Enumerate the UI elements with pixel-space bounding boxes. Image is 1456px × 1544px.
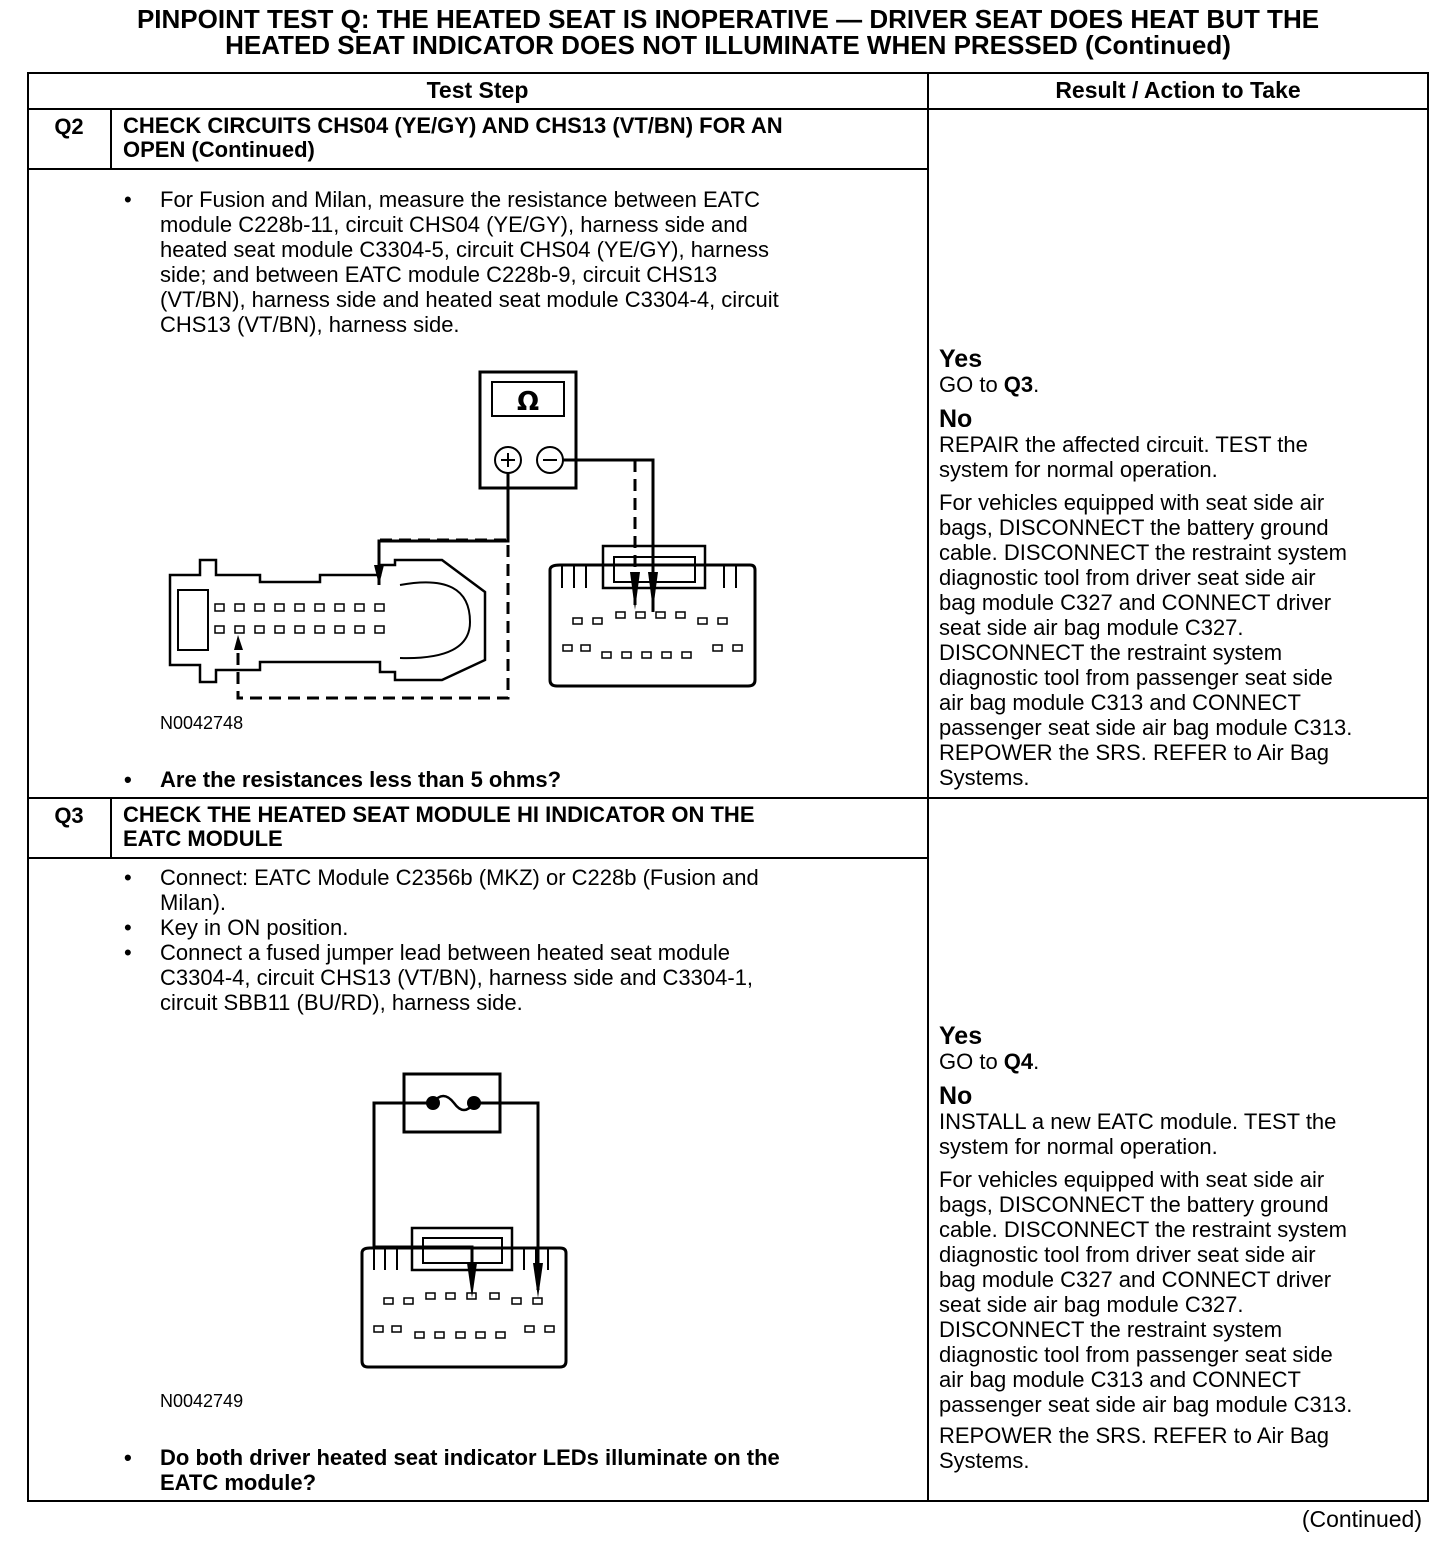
note-line: passenger seat side air bag module C313. xyxy=(939,715,1353,740)
goto-link: Q3 xyxy=(1003,372,1034,397)
step-heading-q2 xyxy=(123,114,783,162)
fused-jumper-diagram xyxy=(350,1065,580,1375)
no-action-line: system for normal operation. xyxy=(939,457,1218,482)
yes-action-suffix: . xyxy=(1033,372,1040,397)
note-line: REPOWER the SRS. REFER to Air Bag xyxy=(939,740,1330,765)
q3-bullet-jumper xyxy=(124,940,754,1015)
step-id-q3: Q3 xyxy=(54,803,84,828)
note-line: bag module C327 and CONNECT driver xyxy=(939,1267,1332,1292)
row-rule-q2-q3 xyxy=(28,797,1428,799)
note-line: diagnostic tool from passenger seat side xyxy=(939,665,1333,690)
yes-action-suffix: . xyxy=(1033,1049,1040,1074)
step-heading-line: OPEN (Continued) xyxy=(123,137,315,162)
q2-question xyxy=(124,767,562,792)
note-line: For vehicles equipped with seat side air xyxy=(939,490,1325,515)
note-line: DISCONNECT the restraint system xyxy=(939,640,1283,665)
q2-bullet-measure xyxy=(124,187,779,337)
ohm-symbol: Ω xyxy=(516,387,540,417)
note-line: cable. DISCONNECT the restraint system xyxy=(939,1217,1347,1242)
bullet-dot: • xyxy=(124,187,132,212)
step-heading-line: EATC MODULE xyxy=(123,826,283,851)
text-line: EATC module? xyxy=(160,1470,317,1495)
step-id-q2: Q2 xyxy=(54,114,84,139)
bullet-dot: • xyxy=(124,1445,132,1470)
ohmmeter-diagram xyxy=(150,360,770,710)
note-line: diagnostic tool from driver seat side air xyxy=(939,565,1316,590)
text-line: CHS13 (VT/BN), harness side. xyxy=(160,312,460,337)
note-line: bags, DISCONNECT the battery ground xyxy=(939,515,1329,540)
note-line: seat side air bag module C327. xyxy=(939,615,1244,640)
note-line: bag module C327 and CONNECT driver xyxy=(939,590,1332,615)
bullet-dot: • xyxy=(124,940,132,965)
text-line: side; and between EATC module C228b-9, circuit CHS13 xyxy=(160,262,718,287)
text-line: heated seat module C3304-5, circuit CHS04 (YE/GY), harness xyxy=(160,237,769,262)
text-line: C3304-4, circuit CHS13 (VT/BN), harness side and C3304-1, xyxy=(160,965,754,990)
no-action-line: system for normal operation. xyxy=(939,1134,1218,1159)
bullet-dot: • xyxy=(124,915,132,940)
q3-result xyxy=(939,1023,1421,1473)
note-line: seat side air bag module C327. xyxy=(939,1292,1244,1317)
no-action-line: REPAIR the affected circuit. TEST the xyxy=(939,432,1308,457)
note-line: For vehicles equipped with seat side air xyxy=(939,1167,1325,1192)
no-action-line: INSTALL a new EATC module. TEST the xyxy=(939,1109,1337,1134)
note-line: bags, DISCONNECT the battery ground xyxy=(939,1192,1329,1217)
text-line: Connect a fused jumper lead between heated seat module xyxy=(160,940,730,965)
column-header-result: Result / Action to Take xyxy=(1055,77,1301,103)
bullet-dot: • xyxy=(124,865,132,890)
note-line: passenger seat side air bag module C313. xyxy=(939,1392,1353,1417)
note-line: air bag module C313 and CONNECT xyxy=(939,690,1301,715)
text-line: Milan). xyxy=(160,890,227,915)
continued-label: (Continued) xyxy=(1301,1506,1422,1532)
q3-question xyxy=(124,1445,780,1495)
text-line: (VT/BN), harness side and heated seat module C3304-4, circuit xyxy=(160,287,779,312)
q3-id-divider xyxy=(110,797,112,858)
bullet-dot: • xyxy=(124,767,132,792)
no-label: No xyxy=(939,405,973,433)
goto-link: Q4 xyxy=(1003,1049,1034,1074)
no-label: No xyxy=(939,1082,973,1110)
yes-label: Yes xyxy=(939,1022,983,1050)
text-line: module C228b-11, circuit CHS04 (YE/GY), harness side and xyxy=(160,212,748,237)
q2-id-divider xyxy=(110,108,112,169)
figure-id-q3: N0042749 xyxy=(160,1391,244,1411)
yes-action xyxy=(939,372,1421,397)
figure-id-q2: N0042748 xyxy=(160,713,244,733)
note-line: REPOWER the SRS. REFER to Air Bag xyxy=(939,1423,1330,1448)
note-line: diagnostic tool from driver seat side air xyxy=(939,1242,1316,1267)
q2-result xyxy=(939,346,1421,790)
note-line: cable. DISCONNECT the restraint system xyxy=(939,540,1347,565)
column-header-test-step: Test Step xyxy=(426,77,529,103)
srs-note xyxy=(939,490,1421,790)
q3-bullet-connect xyxy=(124,865,759,915)
column-divider xyxy=(927,73,929,1501)
title-line-2: HEATED SEAT INDICATOR DOES NOT ILLUMINATE WHEN PRESSED (Continued) xyxy=(225,30,1231,60)
yes-action-text: GO to xyxy=(939,372,1004,397)
q2-heading-rule xyxy=(28,168,927,170)
yes-action xyxy=(939,1049,1421,1074)
step-heading-q3 xyxy=(123,803,755,851)
q3-heading-rule xyxy=(28,857,927,859)
step-heading-line: CHECK THE HEATED SEAT MODULE HI INDICATOR ON THE xyxy=(123,802,755,827)
yes-label: Yes xyxy=(939,345,983,373)
yes-action-text: GO to xyxy=(939,1049,1004,1074)
note-line: air bag module C313 and CONNECT xyxy=(939,1367,1301,1392)
note-line: DISCONNECT the restraint system xyxy=(939,1317,1283,1342)
header-rule xyxy=(28,108,1428,110)
text-line: Key in ON position. xyxy=(160,915,349,940)
text-line: Are the resistances less than 5 ohms? xyxy=(160,767,562,792)
srs-note-repower xyxy=(939,1423,1421,1473)
page-title xyxy=(0,6,1456,58)
text-line: For Fusion and Milan, measure the resistance between EATC xyxy=(160,187,760,212)
note-line: Systems. xyxy=(939,765,1030,790)
note-line: diagnostic tool from passenger seat side xyxy=(939,1342,1333,1367)
title-line-1: PINPOINT TEST Q: THE HEATED SEAT IS INOPERATIVE — DRIVER SEAT DOES HEAT BUT THE xyxy=(136,4,1320,34)
note-line: Systems. xyxy=(939,1448,1030,1473)
text-line: circuit SBB11 (BU/RD), harness side. xyxy=(160,990,523,1015)
q3-bullet-key xyxy=(124,915,349,940)
text-line: Connect: EATC Module C2356b (MKZ) or C228b (Fusion and xyxy=(160,865,759,890)
step-heading-line: CHECK CIRCUITS CHS04 (YE/GY) AND CHS13 (VT/BN) FOR AN xyxy=(123,113,783,138)
text-line: Do both driver heated seat indicator LEDs illuminate on the xyxy=(160,1445,780,1470)
srs-note xyxy=(939,1167,1421,1417)
